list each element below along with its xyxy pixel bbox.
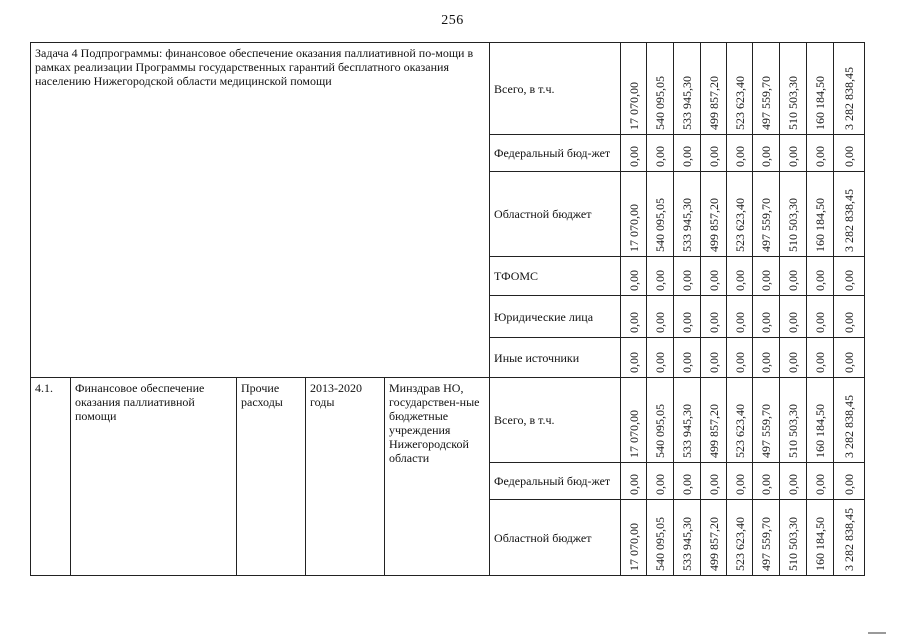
value-cell (807, 296, 834, 338)
value-cell (621, 43, 647, 135)
value-text: 497 559,70 (759, 517, 774, 571)
value-cell (807, 257, 834, 296)
value-cell (701, 43, 727, 135)
value-text: 497 559,70 (759, 198, 774, 252)
task-row-total (31, 43, 865, 135)
value-text: 0,00 (813, 146, 828, 167)
value-cell (647, 500, 674, 576)
value-text: 499 857,20 (706, 198, 721, 252)
value-text: 160 184,50 (813, 517, 828, 571)
value-text: 0,00 (626, 146, 641, 167)
value-cell (834, 463, 865, 500)
value-cell (621, 500, 647, 576)
value-text: 523 623,40 (732, 404, 747, 458)
item-row-total (31, 378, 865, 463)
value-text: 533 945,30 (680, 404, 695, 458)
value-text: 0,00 (732, 270, 747, 291)
value-cell (647, 43, 674, 135)
source-label: Областной бюджет (490, 500, 621, 576)
value-cell (753, 500, 780, 576)
value-cell (780, 378, 807, 463)
value-cell (647, 338, 674, 378)
value-cell (621, 135, 647, 172)
value-cell (701, 378, 727, 463)
value-cell (727, 172, 753, 257)
value-cell (834, 135, 865, 172)
value-text: 499 857,20 (706, 76, 721, 130)
value-cell (621, 378, 647, 463)
value-cell (753, 172, 780, 257)
value-text: 0,00 (759, 146, 774, 167)
value-text: 510 503,30 (786, 76, 801, 130)
source-label: Всего, в т.ч. (490, 378, 621, 463)
value-text: 0,00 (759, 312, 774, 333)
value-text: 0,00 (653, 312, 668, 333)
value-text: 160 184,50 (813, 76, 828, 130)
value-text: 0,00 (813, 474, 828, 495)
task-title: Задача 4 Подпрограммы: финансовое обеспечение оказания паллиативной по-мощи в рамках реализации Программы государственных гарантий бесплатного оказания населению Нижегородской области медицинской помощи (31, 43, 490, 378)
value-text: 0,00 (706, 352, 721, 373)
value-cell (674, 135, 701, 172)
value-text: 3 282 838,45 (842, 508, 857, 571)
value-text: 3 282 838,45 (842, 395, 857, 458)
value-text: 0,00 (759, 270, 774, 291)
value-text: 0,00 (813, 312, 828, 333)
value-cell (674, 296, 701, 338)
task-section (31, 43, 865, 378)
value-cell (674, 172, 701, 257)
value-cell (647, 135, 674, 172)
value-text: 0,00 (842, 270, 857, 291)
value-cell (701, 500, 727, 576)
value-text: 0,00 (626, 474, 641, 495)
item-number: 4.1. (31, 378, 71, 576)
value-cell (701, 338, 727, 378)
source-label: Областной бюджет (490, 172, 621, 257)
value-cell (701, 172, 727, 257)
value-cell (727, 43, 753, 135)
value-cell (701, 135, 727, 172)
value-cell (621, 257, 647, 296)
value-text: 499 857,20 (706, 404, 721, 458)
value-text: 0,00 (759, 474, 774, 495)
value-text: 0,00 (706, 474, 721, 495)
value-text: 0,00 (626, 352, 641, 373)
value-cell (834, 500, 865, 576)
value-text: 0,00 (786, 146, 801, 167)
value-text: 0,00 (842, 352, 857, 373)
value-text: 17 070,00 (626, 523, 641, 571)
value-cell (834, 43, 865, 135)
scan-artifact-mark (868, 632, 886, 634)
value-text: 17 070,00 (626, 82, 641, 130)
value-text: 17 070,00 (626, 204, 641, 252)
value-cell (834, 172, 865, 257)
value-cell (727, 257, 753, 296)
value-text: 0,00 (653, 146, 668, 167)
value-cell (807, 338, 834, 378)
value-cell (753, 378, 780, 463)
value-cell (780, 500, 807, 576)
value-cell (621, 172, 647, 257)
value-cell (807, 500, 834, 576)
value-text: 0,00 (626, 312, 641, 333)
value-text: 0,00 (680, 270, 695, 291)
value-text: 0,00 (706, 146, 721, 167)
value-cell (780, 43, 807, 135)
source-label: Федеральный бюд-жет (490, 463, 621, 500)
value-text: 533 945,30 (680, 198, 695, 252)
value-cell (780, 257, 807, 296)
source-label: Юридические лица (490, 296, 621, 338)
value-text: 0,00 (786, 270, 801, 291)
value-cell (727, 463, 753, 500)
item-period: 2013-2020 годы (306, 378, 385, 576)
value-cell (621, 463, 647, 500)
item-section (31, 378, 865, 576)
value-cell (834, 296, 865, 338)
value-cell (727, 500, 753, 576)
value-text: 0,00 (680, 352, 695, 373)
value-text: 0,00 (653, 352, 668, 373)
budget-table (30, 42, 865, 576)
value-text: 510 503,30 (786, 404, 801, 458)
value-cell (701, 463, 727, 500)
value-cell (780, 135, 807, 172)
value-text: 540 095,05 (653, 517, 668, 571)
item-name: Финансовое обеспечение оказания паллиативной помощи (71, 378, 237, 576)
value-text: 499 857,20 (706, 517, 721, 571)
value-text: 0,00 (732, 146, 747, 167)
value-text: 0,00 (786, 312, 801, 333)
value-text: 0,00 (813, 270, 828, 291)
value-text: 160 184,50 (813, 404, 828, 458)
value-cell (753, 135, 780, 172)
value-cell (621, 296, 647, 338)
value-text: 0,00 (732, 474, 747, 495)
value-text: 0,00 (759, 352, 774, 373)
value-text: 0,00 (653, 474, 668, 495)
value-text: 540 095,05 (653, 198, 668, 252)
value-cell (674, 43, 701, 135)
value-cell (807, 135, 834, 172)
value-text: 540 095,05 (653, 404, 668, 458)
value-text: 497 559,70 (759, 404, 774, 458)
value-cell (674, 463, 701, 500)
value-text: 0,00 (706, 270, 721, 291)
value-text: 0,00 (732, 312, 747, 333)
value-cell (780, 172, 807, 257)
value-text: 523 623,40 (732, 517, 747, 571)
value-text: 0,00 (653, 270, 668, 291)
source-label: ТФОМС (490, 257, 621, 296)
value-cell (674, 338, 701, 378)
value-cell (647, 296, 674, 338)
value-cell (647, 463, 674, 500)
value-text: 523 623,40 (732, 198, 747, 252)
value-cell (674, 257, 701, 296)
value-cell (834, 338, 865, 378)
value-text: 0,00 (842, 146, 857, 167)
value-text: 0,00 (786, 352, 801, 373)
value-text: 0,00 (732, 352, 747, 373)
value-text: 540 095,05 (653, 76, 668, 130)
item-executor: Минздрав НО, государствен-ные бюджетные учреждения Нижегородской области (385, 378, 490, 576)
value-cell (753, 338, 780, 378)
value-text: 0,00 (680, 312, 695, 333)
value-text: 533 945,30 (680, 517, 695, 571)
source-label: Иные источники (490, 338, 621, 378)
value-text: 3 282 838,45 (842, 189, 857, 252)
value-cell (780, 296, 807, 338)
value-cell (701, 296, 727, 338)
value-cell (780, 463, 807, 500)
value-text: 0,00 (680, 146, 695, 167)
value-text: 0,00 (813, 352, 828, 373)
value-text: 0,00 (786, 474, 801, 495)
value-text: 0,00 (842, 474, 857, 495)
value-cell (647, 257, 674, 296)
value-text: 0,00 (706, 312, 721, 333)
value-text: 533 945,30 (680, 76, 695, 130)
value-cell (834, 257, 865, 296)
value-cell (807, 378, 834, 463)
page-number: 256 (441, 13, 464, 28)
value-cell (780, 338, 807, 378)
value-text: 160 184,50 (813, 198, 828, 252)
value-text: 3 282 838,45 (842, 67, 857, 130)
value-cell (753, 296, 780, 338)
value-cell (701, 257, 727, 296)
value-cell (753, 463, 780, 500)
value-cell (727, 378, 753, 463)
value-cell (727, 338, 753, 378)
value-cell (647, 172, 674, 257)
value-cell (753, 43, 780, 135)
value-cell (647, 378, 674, 463)
source-label: Всего, в т.ч. (490, 43, 621, 135)
value-cell (807, 172, 834, 257)
value-cell (807, 43, 834, 135)
value-text: 17 070,00 (626, 410, 641, 458)
value-cell (807, 463, 834, 500)
value-cell (621, 338, 647, 378)
value-text: 0,00 (626, 270, 641, 291)
value-cell (834, 378, 865, 463)
item-expense-type: Прочие расходы (237, 378, 306, 576)
value-text: 510 503,30 (786, 517, 801, 571)
value-text: 523 623,40 (732, 76, 747, 130)
value-cell (753, 257, 780, 296)
value-text: 510 503,30 (786, 198, 801, 252)
value-text: 0,00 (842, 312, 857, 333)
value-cell (727, 135, 753, 172)
value-cell (727, 296, 753, 338)
value-cell (674, 500, 701, 576)
source-label: Федеральный бюд-жет (490, 135, 621, 172)
value-cell (674, 378, 701, 463)
value-text: 497 559,70 (759, 76, 774, 130)
value-text: 0,00 (680, 474, 695, 495)
